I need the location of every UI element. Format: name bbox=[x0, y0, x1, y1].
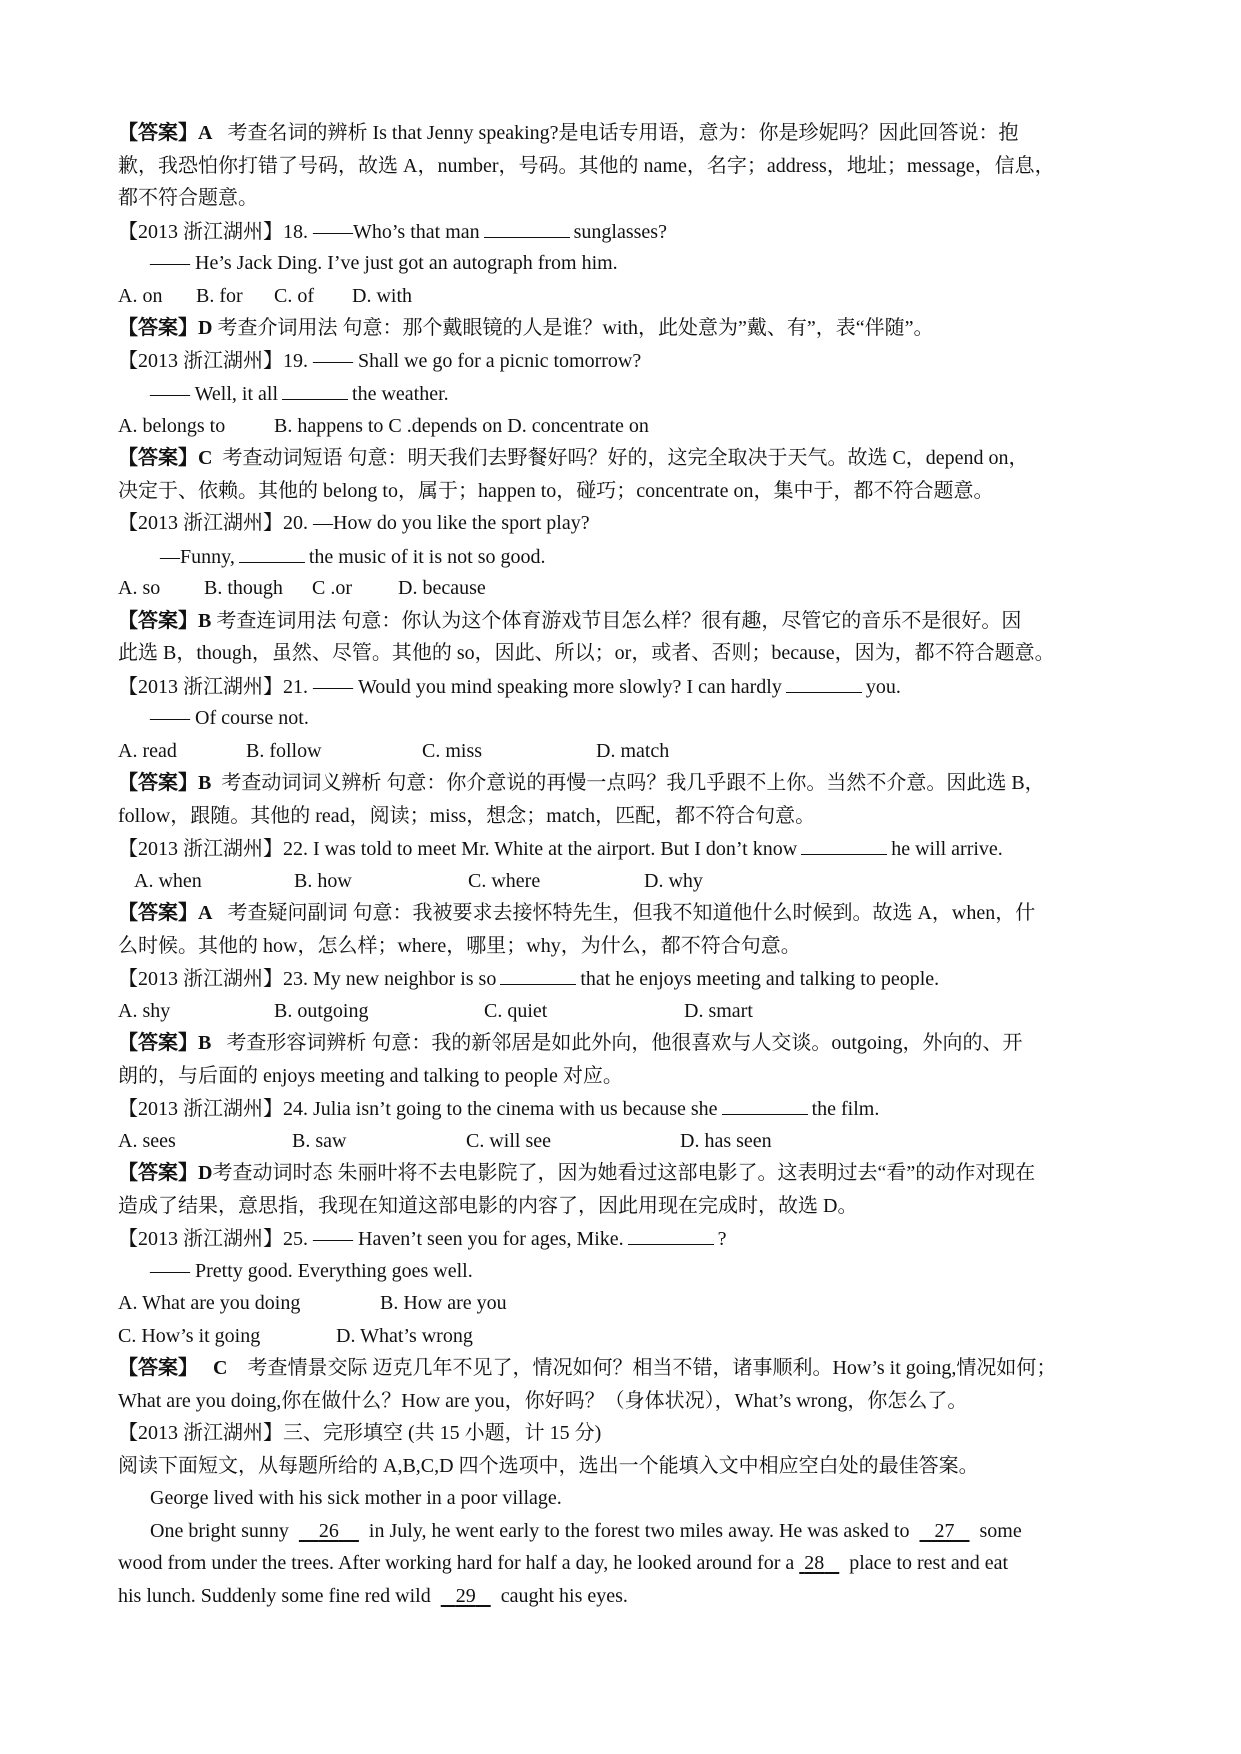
answer-blank bbox=[722, 1092, 808, 1115]
passage-line bbox=[118, 1547, 1127, 1580]
answer-label: 【答案】B bbox=[118, 772, 212, 794]
dialogue-line bbox=[118, 377, 1127, 410]
explanation-text: 考查动词短语 句意：明天我们去野餐好吗？好的，这完全取决于天气。故选 C，depend on， bbox=[222, 447, 1029, 469]
option-c: C. will see bbox=[466, 1129, 551, 1152]
answer-blank bbox=[239, 540, 305, 563]
dialogue-line: —— He’s Jack Ding. I’ve just got an autograph from him. bbox=[150, 252, 618, 274]
explanation-line: 此选 B，though，虽然、尽管。其他的 so，因此、所以；or，或者、否则；because，因为，都不符合题意。 bbox=[118, 642, 1055, 664]
option-a: A. belongs to bbox=[118, 414, 226, 437]
question-text: he will arrive. bbox=[891, 838, 1003, 860]
answer-label: 【答案】A bbox=[118, 122, 213, 144]
option-a: A. so bbox=[118, 577, 161, 599]
question-text: 【2013 浙江湖州】24. Julia isn’t going to the cinema with us because she bbox=[118, 1098, 718, 1120]
question-23 bbox=[118, 962, 1127, 995]
question-text: that he enjoys meeting and talking to people. bbox=[580, 968, 940, 990]
explanation-text: 考查连词用法 句意：你认为这个体育游戏节目怎么样？很有趣，尽管它的音乐不是很好。因 bbox=[216, 609, 1022, 632]
dialogue-line: —— Pretty good. Everything goes well. bbox=[150, 1259, 473, 1282]
answer-line bbox=[118, 442, 1127, 475]
passage-line bbox=[118, 1515, 1127, 1548]
explanation-line: 么时候。其他的 how，怎么样；where，哪里；why，为什么，都不符合句意。 bbox=[118, 934, 801, 957]
passage-text: caught his eyes. bbox=[500, 1584, 628, 1607]
answer-letter: C bbox=[213, 1357, 228, 1379]
blank-29 bbox=[441, 1585, 491, 1607]
question-text: you. bbox=[865, 675, 901, 698]
answer-line bbox=[118, 897, 1127, 930]
question-text: the music of it is not so good. bbox=[308, 545, 546, 568]
answer-line bbox=[118, 605, 1127, 638]
dialogue-line bbox=[118, 540, 1127, 573]
option-a: A. read bbox=[118, 739, 177, 762]
answer-label: 【答案】B bbox=[118, 609, 212, 632]
passage-text: some bbox=[979, 1519, 1022, 1542]
passage-line: George lived with his sick mother in a poor village. bbox=[150, 1487, 562, 1509]
option-c: C. of bbox=[274, 284, 314, 307]
question-text: 【2013 浙江湖州】25. —— Haven’t seen you for ages, Mike. bbox=[118, 1228, 624, 1250]
blank-number: 27 bbox=[934, 1519, 955, 1542]
option-c: C. How’s it going bbox=[118, 1324, 261, 1347]
option-c: C .or bbox=[312, 577, 352, 599]
question-text: 【2013 浙江湖州】18. ——Who’s that man bbox=[118, 220, 480, 243]
instructions: 阅读下面短文，从每题所给的 A,B,C,D 四个选项中，选出一个能填入文中相应空白处的最佳答案。 bbox=[118, 1454, 979, 1477]
passage-text: place to rest and eat bbox=[849, 1552, 1009, 1574]
option-a: A. sees bbox=[118, 1129, 176, 1152]
option-a: A. on bbox=[118, 284, 163, 307]
question-text: —— Well, it all bbox=[150, 383, 279, 405]
option-b: B. outgoing bbox=[274, 999, 369, 1022]
passage-text: One bright sunny bbox=[150, 1519, 289, 1542]
options-line bbox=[118, 280, 1127, 313]
question-24 bbox=[118, 1092, 1127, 1125]
option-c: C. miss bbox=[422, 739, 483, 762]
explanation-text: 考查情景交际 迈克几年不见了，情况如何？相当不错，诸事顺利。How’s it going,情况如何； bbox=[247, 1357, 1057, 1379]
option-b: B. for bbox=[196, 284, 243, 307]
answer-blank bbox=[484, 215, 570, 238]
answer-blank bbox=[801, 832, 887, 855]
options-line bbox=[118, 1125, 1127, 1158]
options-line bbox=[118, 572, 1127, 605]
explanation-text: 考查形容词辨析 句意：我的新邻居是如此外向，他很喜欢与人交谈。outgoing，外向的、开 bbox=[226, 1032, 1023, 1054]
options-line bbox=[118, 410, 1127, 443]
blank-number: 26 bbox=[318, 1519, 339, 1542]
explanation-text: 考查动词词义辨析 句意：你介意说的再慢一点吗？我几乎跟不上你。当然不介意。因此选 B， bbox=[221, 772, 1045, 794]
question-text: 【2013 浙江湖州】21. —— Would you mind speaking more slowly? I can hardly bbox=[118, 675, 782, 698]
option-d: D. because bbox=[398, 577, 486, 599]
option-b: B. how bbox=[294, 869, 352, 892]
option-d: D. What’s wrong bbox=[336, 1324, 473, 1347]
options-line bbox=[118, 865, 1127, 898]
question-text: —Funny, bbox=[160, 545, 235, 568]
passage-text: wood from under the trees. After working hard for half a day, he looked around for a bbox=[118, 1552, 795, 1574]
answer-line bbox=[118, 1157, 1127, 1190]
answer-blank bbox=[786, 670, 862, 693]
explanation-text: 考查疑问副词 句意：我被要求去接怀特先生，但我不知道他什么时候到。故选 A，when，什 bbox=[227, 902, 1036, 924]
question-text: sunglasses? bbox=[573, 220, 667, 243]
question-20: 【2013 浙江湖州】20. —How do you like the sport play? bbox=[118, 512, 590, 534]
answer-line bbox=[118, 117, 1127, 150]
option-a: A. when bbox=[134, 869, 202, 892]
explanation-line: 朗的，与后面的 enjoys meeting and talking to people 对应。 bbox=[118, 1064, 623, 1087]
explanation-line: 都不符合题意。 bbox=[118, 187, 258, 209]
dialogue-line: —— Of course not. bbox=[150, 707, 309, 729]
option-b: B. though bbox=[204, 577, 283, 599]
question-18 bbox=[118, 215, 1127, 248]
option-b: B. follow bbox=[246, 739, 322, 762]
answer-label: 【答案】A bbox=[118, 902, 213, 924]
option-d: D. has seen bbox=[680, 1129, 772, 1152]
explanation-line: 造成了结果，意思指，我现在知道这部电影的内容了，因此用现在完成时，故选 D。 bbox=[118, 1194, 858, 1217]
answer-label: 【答案】C bbox=[118, 447, 213, 469]
blank-number: 28 bbox=[804, 1552, 825, 1574]
answer-line bbox=[118, 1352, 1127, 1385]
question-text: ? bbox=[717, 1228, 727, 1250]
option-c: C. quiet bbox=[484, 999, 548, 1022]
option-b: B. saw bbox=[292, 1129, 347, 1152]
explanation-line: follow，跟随。其他的 read，阅读；miss，想念；match，匹配，都不符合句意。 bbox=[118, 804, 816, 827]
answer-blank bbox=[282, 377, 348, 400]
answer-label: 【答案】D bbox=[118, 1162, 213, 1184]
option-a: A. shy bbox=[118, 999, 171, 1022]
answer-line bbox=[118, 767, 1127, 800]
answer-blank bbox=[628, 1222, 714, 1245]
answer-line bbox=[118, 1027, 1127, 1060]
section-heading: 【2013 浙江湖州】三、完形填空 (共 15 小题，计 15 分) bbox=[118, 1422, 602, 1444]
question-text: the film. bbox=[811, 1098, 880, 1120]
option-c: C. where bbox=[468, 869, 541, 892]
explanation-line: What are you doing,你在做什么？How are you，你好吗？（身体状况），What’s wrong，你怎么了。 bbox=[118, 1389, 968, 1412]
blank-27 bbox=[920, 1520, 970, 1542]
answer-label: 【答案】D bbox=[118, 317, 213, 339]
explanation-text: 考查名词的辨析 Is that Jenny speaking?是电话专用语，意为：你是珍妮吗？因此回答说：抱 bbox=[227, 122, 1019, 144]
explanation-text: 考查介词用法 句意：那个戴眼镜的人是谁？with，此处意为”戴、有”，表“伴随”。 bbox=[217, 317, 934, 339]
question-19: 【2013 浙江湖州】19. —— Shall we go for a picnic tomorrow? bbox=[118, 349, 642, 372]
option-b: B. How are you bbox=[380, 1292, 507, 1314]
answer-label: 【答案】B bbox=[118, 1032, 212, 1054]
option-bcd: B. happens to C .depends on D. concentrate on bbox=[274, 414, 649, 437]
question-25 bbox=[118, 1222, 1127, 1255]
explanation-line: 决定于、依赖。其他的 belong to，属于；happen to，碰巧；concentrate on，集中于，都不符合题意。 bbox=[118, 479, 994, 502]
question-text: 【2013 浙江湖州】23. My new neighbor is so bbox=[118, 968, 497, 990]
explanation-text: 考查动词时态 朱丽叶将不去电影院了，因为她看过这部电影了。这表明过去“看”的动作对现在 bbox=[212, 1162, 1036, 1184]
blank-number: 29 bbox=[455, 1584, 476, 1607]
options-line bbox=[118, 1320, 1127, 1353]
question-21 bbox=[118, 670, 1127, 703]
passage-text: in July, he went early to the forest two miles away. He was asked to bbox=[368, 1519, 910, 1542]
question-text: the weather. bbox=[352, 383, 449, 405]
option-d: D. why bbox=[644, 869, 703, 892]
blank-28 bbox=[799, 1552, 839, 1574]
answer-blank bbox=[500, 962, 576, 985]
answer-label: 【答案】 bbox=[118, 1357, 198, 1379]
explanation-line: 歉，我恐怕你打错了号码，故选 A，number，号码。其他的 name，名字；address，地址；message，信息， bbox=[118, 154, 1055, 177]
options-line bbox=[118, 735, 1127, 768]
answer-line bbox=[118, 312, 1127, 345]
question-text: 【2013 浙江湖州】22. I was told to meet Mr. White at the airport. But I don’t know bbox=[118, 838, 798, 860]
option-d: D. with bbox=[352, 284, 412, 307]
passage-text: his lunch. Suddenly some fine red wild bbox=[118, 1584, 431, 1607]
passage-line bbox=[118, 1580, 1127, 1613]
option-d: D. match bbox=[596, 739, 670, 762]
option-d: D. smart bbox=[684, 999, 753, 1022]
question-22 bbox=[118, 832, 1127, 865]
options-line bbox=[118, 995, 1127, 1028]
option-a: A. What are you doing bbox=[118, 1292, 301, 1314]
blank-26 bbox=[299, 1520, 359, 1542]
options-line bbox=[118, 1287, 1127, 1320]
